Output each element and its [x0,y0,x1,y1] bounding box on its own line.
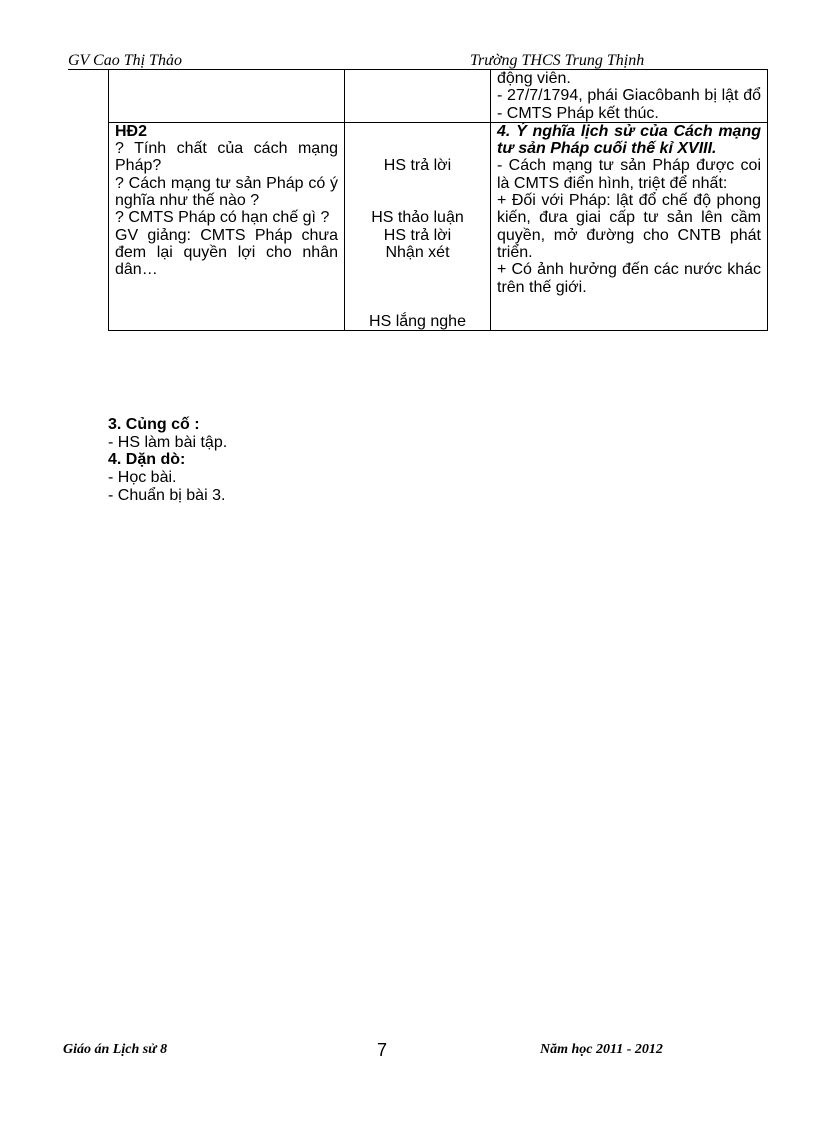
consolidation-title: 3. Củng cố : [108,416,200,433]
activity-title: HĐ2 [115,122,148,140]
student-cell [345,122,491,331]
header-school: Trường THCS Trung Thịnh [470,52,645,69]
student-response: Nhận xét [385,243,450,261]
teacher-explanation: GV giảng: CMTS Pháp chưa đem lại quyền lợi cho nhân dân… [115,226,338,279]
content-line: + Đối với Pháp: lật đổ chế độ phong kiến, đưa giai cấp tư sản lên cầm quyền, mở đường cho CNTB phát triển. [497,192,761,261]
homework-title: 4. Dặn dò: [108,451,186,469]
content-line: - 27/7/1794, phái Giacôbanh bị lật đổ - CMTS Pháp kết thúc. [497,87,761,122]
table-row [109,122,768,331]
table-row [109,70,768,123]
header-teacher: GV Cao Thị Thảo [68,52,182,69]
content-cell [491,70,768,123]
footer-year: Năm học 2011 - 2012 [540,1042,663,1057]
student-cell [345,70,491,123]
consolidation-item: - HS làm bài tập. [108,433,228,451]
homework-item: - Học bài. [108,469,177,487]
content-cell [491,122,768,331]
teacher-question: ? Cách mạng tư sản Pháp có ý nghĩa như thế nào ? [115,174,338,210]
content-line: động viên. [497,70,571,87]
student-response: HS thảo luận [371,209,464,227]
teacher-question: ? CMTS Pháp có hạn chế gì ? [115,209,330,227]
student-response: HS trả lời [383,157,452,175]
activity-cell [109,122,345,331]
student-response: HS trả lời [383,226,452,244]
lesson-table [108,69,768,331]
homework-item: - Chuẩn bị bài 3. [108,486,226,504]
footer-title: Giáo án Lịch sử 8 [63,1042,168,1057]
student-response: HS lắng nghe [369,313,466,331]
lesson-closing [108,416,227,505]
content-line: - Cách mạng tư sản Pháp được coi là CMTS điển hình, triệt để nhất: [497,157,761,192]
content-line: + Có ảnh hưởng đến các nước khác trên thế giới. [497,261,761,296]
teacher-question: ? Tính chất của cách mạng Pháp? [115,140,338,175]
page-number: 7 [377,1040,388,1060]
activity-cell [109,70,345,123]
section-heading: 4. Ý nghĩa lịch sử của Cách mạng tư sản Pháp cuối thế kỉ XVIII. [497,122,761,158]
